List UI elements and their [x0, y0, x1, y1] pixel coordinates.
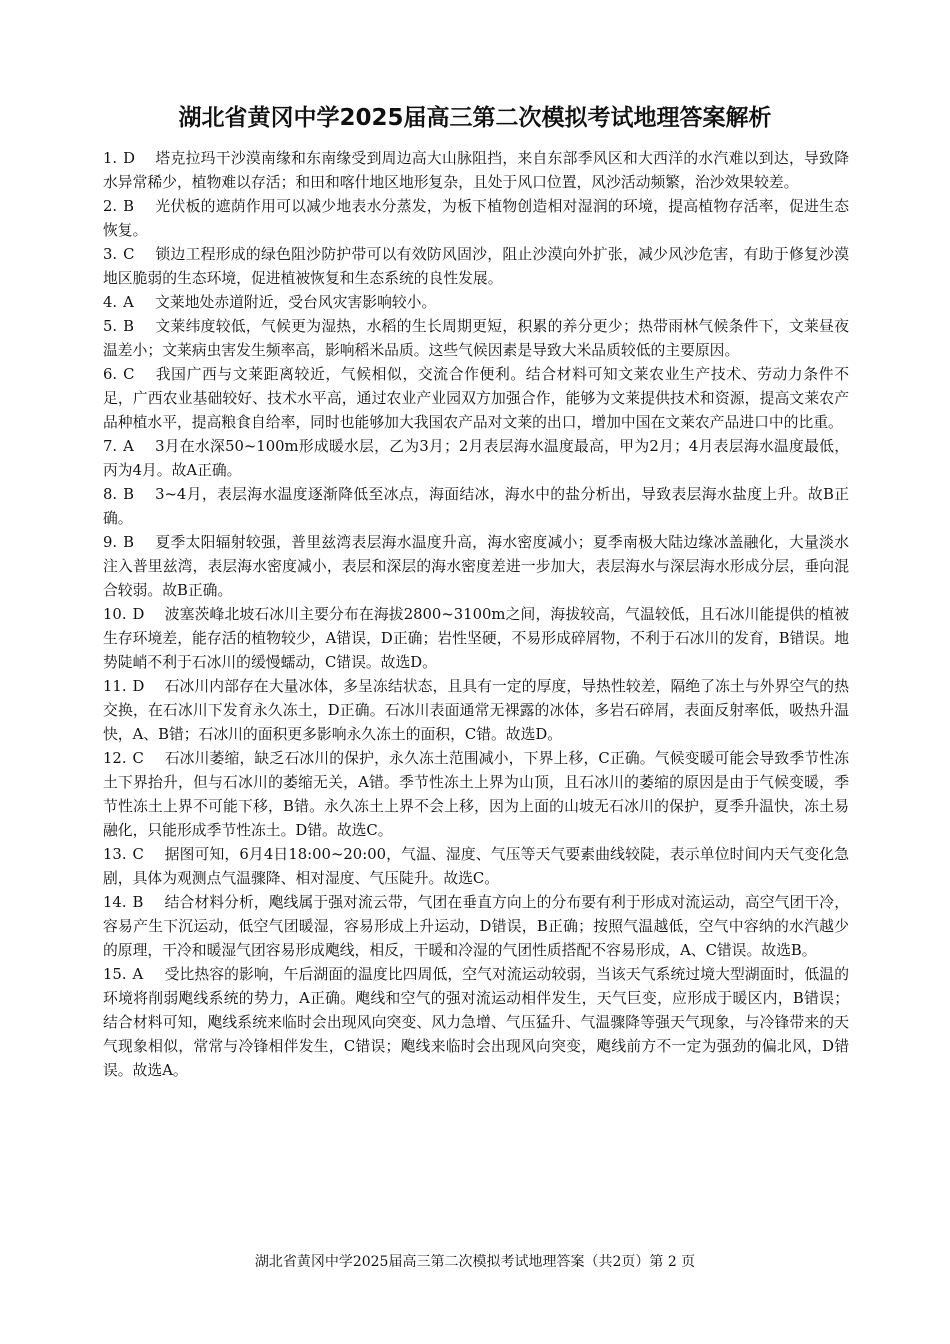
answer-key: A — [132, 966, 144, 983]
explanation-text: 塔克拉玛干沙漠南缘和东南缘受到周边高大山脉阻挡，来自东部季风区和大西洋的水汽难以到达，导致降水异常稀少，植物难以存活；和田和喀什地区地形复杂，且处于风口位置，风沙活动频繁，治沙效果较差。 — [103, 150, 849, 191]
item-number: 9. — [103, 534, 118, 551]
item-number: 7. — [103, 438, 118, 455]
answer-item-13 — [103, 843, 849, 891]
item-number: 4. — [103, 294, 118, 311]
answer-key: A — [123, 294, 134, 311]
explanation-text: 受比热容的影响，午后湖面的温度比四周低，空气对流运动较弱，当该天气系统过境大型湖面时，低温的环境将削弱飑线系统的势力，A正确。飑线和空气的强对流运动相伴发生，天气巨变，应形成于暖区内，B错误；结合材料可知，飑线系统来临时会出现风向突变、风力急增、气压猛升、气温骤降等强天气现象，与冷锋带来的天气现象相似，常常与冷锋相伴发生，C错误；飑线来临时会出现风向突变，飑线前方不一定为强劲的偏北风，D错误。故选A。 — [103, 966, 849, 1079]
answer-key: B — [123, 318, 134, 335]
explanation-text: 文莱地处赤道附近，受台风灾害影响较小。 — [155, 294, 437, 311]
item-number: 6. — [103, 366, 118, 383]
answer-key: C — [123, 246, 135, 263]
answer-key: D — [132, 606, 145, 623]
explanation-text: 3~4月，表层海水温度逐渐降低至冰点，海面结冰，海水中的盐分析出，导致表层海水盐度上升。故B正确。 — [103, 486, 849, 527]
item-number: 14. — [103, 894, 127, 911]
answer-key: D — [123, 150, 135, 167]
answer-key: B — [132, 894, 144, 911]
answer-key: C — [123, 366, 135, 383]
answer-item-7 — [103, 435, 849, 483]
answer-key: C — [132, 846, 144, 863]
answer-item-10 — [103, 603, 849, 675]
item-number: 1. — [103, 150, 118, 167]
explanation-text: 波塞茨峰北坡石冰川主要分布在海拔2800~3100m之间，海拔较高，气温较低，且石冰川能提供的植被生存环境差，能存活的植物较少，A错误，D正确；岩性坚硬，不易形成碎屑物，不利于石冰川的发育，B错误。地势陡峭不利于石冰川的缓慢蠕动，C错误。故选D。 — [103, 606, 849, 671]
explanation-text: 结合材料分析，飑线属于强对流云带，气团在垂直方向上的分布要有利于形成对流运动，高空气团干冷，容易产生下沉运动，低空气团暖湿，容易形成上升运动，D错误，B正确；按照气温越低，空气中容纳的水汽越少的原理，干冷和暖湿气团容易形成飑线，相反，干暖和冷湿的气团性质搭配不容易形成，A、C错误。故选B。 — [103, 894, 849, 959]
explanation-text: 夏季太阳辐射较强，普里兹湾表层海水温度升高，海水密度减小；夏季南极大陆边缘冰盖融化，大量淡水注入普里兹湾，表层海水密度减小，表层和深层的海水密度差进一步加大，表层海水与深层海水形成分层，垂向混合较弱。故B正确。 — [103, 534, 849, 599]
page-title: 湖北省黄冈中学2025届高三第二次模拟考试地理答案解析 — [178, 105, 772, 131]
item-number: 15. — [103, 966, 127, 983]
item-number: 2. — [103, 198, 118, 215]
answer-item-11 — [103, 675, 849, 747]
explanation-text: 石冰川内部存在大量冰体，多呈冻结状态，且具有一定的厚度，导热性较差，隔绝了冻土与外界空气的热交换，在石冰川下发育永久冻土，D正确。石冰川表面通常无裸露的冰体，多岩石碎屑，表面反射率低，吸热升温快，A、B错；石冰川的面积更多影响永久冻土的面积，C错。故选D。 — [103, 678, 849, 743]
answer-item-2 — [103, 195, 849, 243]
answer-key: D — [132, 678, 145, 695]
answer-item-5 — [103, 315, 849, 363]
answer-item-15 — [103, 963, 849, 1083]
answer-item-8 — [103, 483, 849, 531]
item-number: 3. — [103, 246, 118, 263]
item-number: 11. — [103, 678, 127, 695]
answer-item-9 — [103, 531, 849, 603]
item-number: 13. — [103, 846, 127, 863]
answer-item-6 — [103, 363, 849, 435]
explanation-text: 文莱纬度较低，气候更为湿热，水稻的生长周期更短，积累的养分更少；热带雨林气候条件下，文莱昼夜温差小；文莱病虫害发生频率高，影响稻米品质。这些气候因素是导致大米品质较低的主要原因。 — [103, 318, 849, 359]
answer-key: C — [132, 750, 144, 767]
answer-key: A — [123, 438, 134, 455]
item-number: 12. — [103, 750, 127, 767]
page-footer: 湖北省黄冈中学2025届高三第二次模拟考试地理答案（共2页）第 2 页 — [254, 1254, 696, 1270]
explanation-text: 锁边工程形成的绿色阻沙防护带可以有效防风固沙，阻止沙漠向外扩张，减少风沙危害，有助于修复沙漠地区脆弱的生态环境，促进植被恢复和生态系统的良性发展。 — [103, 246, 849, 287]
explanation-text: 我国广西与文莱距离较近，气候相似，交流合作便利。结合材料可知文莱农业生产技术、劳动力条件不足，广西农业基础较好、技术水平高，通过农业产业园双方加强合作，能够为文莱提供技术和资源，提高文莱农产品种植水平，提高粮食自给率，同时也能够加大我国农产品对文莱的出口，增加中国在文莱农产品进口中的比重。 — [103, 366, 849, 431]
answer-key: B — [123, 486, 134, 503]
item-number: 10. — [103, 606, 127, 623]
explanation-text: 据图可知，6月4日18:00~20:00，气温、湿度、气压等天气要素曲线较陡，表示单位时间内天气变化急剧，具体为观测点气温骤降、相对湿度、气压陡升。故选C。 — [103, 846, 849, 887]
explanation-text: 石冰川萎缩，缺乏石冰川的保护，永久冻土范围减小，下界上移，C正确。气候变暖可能会导致季节性冻土下界抬升，但与石冰川的萎缩无关，A错。季节性冻土上界为山顶，且石冰川的萎缩的原因是由于气候变暖，季节性冻土上界不可能下移，B错。永久冻土上界不会上移，因为上面的山坡无石冰川的保护，夏季升温快，冻土易融化，只能形成季节性冻土。D错。故选C。 — [103, 750, 849, 839]
answer-item-3 — [103, 243, 849, 291]
answer-key: B — [123, 534, 134, 551]
explanation-text: 3月在水深50~100m形成暖水层，乙为3月；2月表层海水温度最高，甲为2月；4月表层海水温度最低，丙为4月。故A正确。 — [103, 438, 849, 479]
answer-key: B — [123, 198, 134, 215]
item-number: 5. — [103, 318, 118, 335]
answer-item-4 — [103, 291, 849, 315]
answer-item-12 — [103, 747, 849, 843]
answer-item-14 — [103, 891, 849, 963]
answer-list — [103, 147, 849, 1083]
answer-item-1 — [103, 147, 849, 195]
explanation-text: 光伏板的遮荫作用可以减少地表水分蒸发，为板下植物创造相对湿润的环境，提高植物存活率，促进生态恢复。 — [103, 198, 849, 239]
item-number: 8. — [103, 486, 118, 503]
